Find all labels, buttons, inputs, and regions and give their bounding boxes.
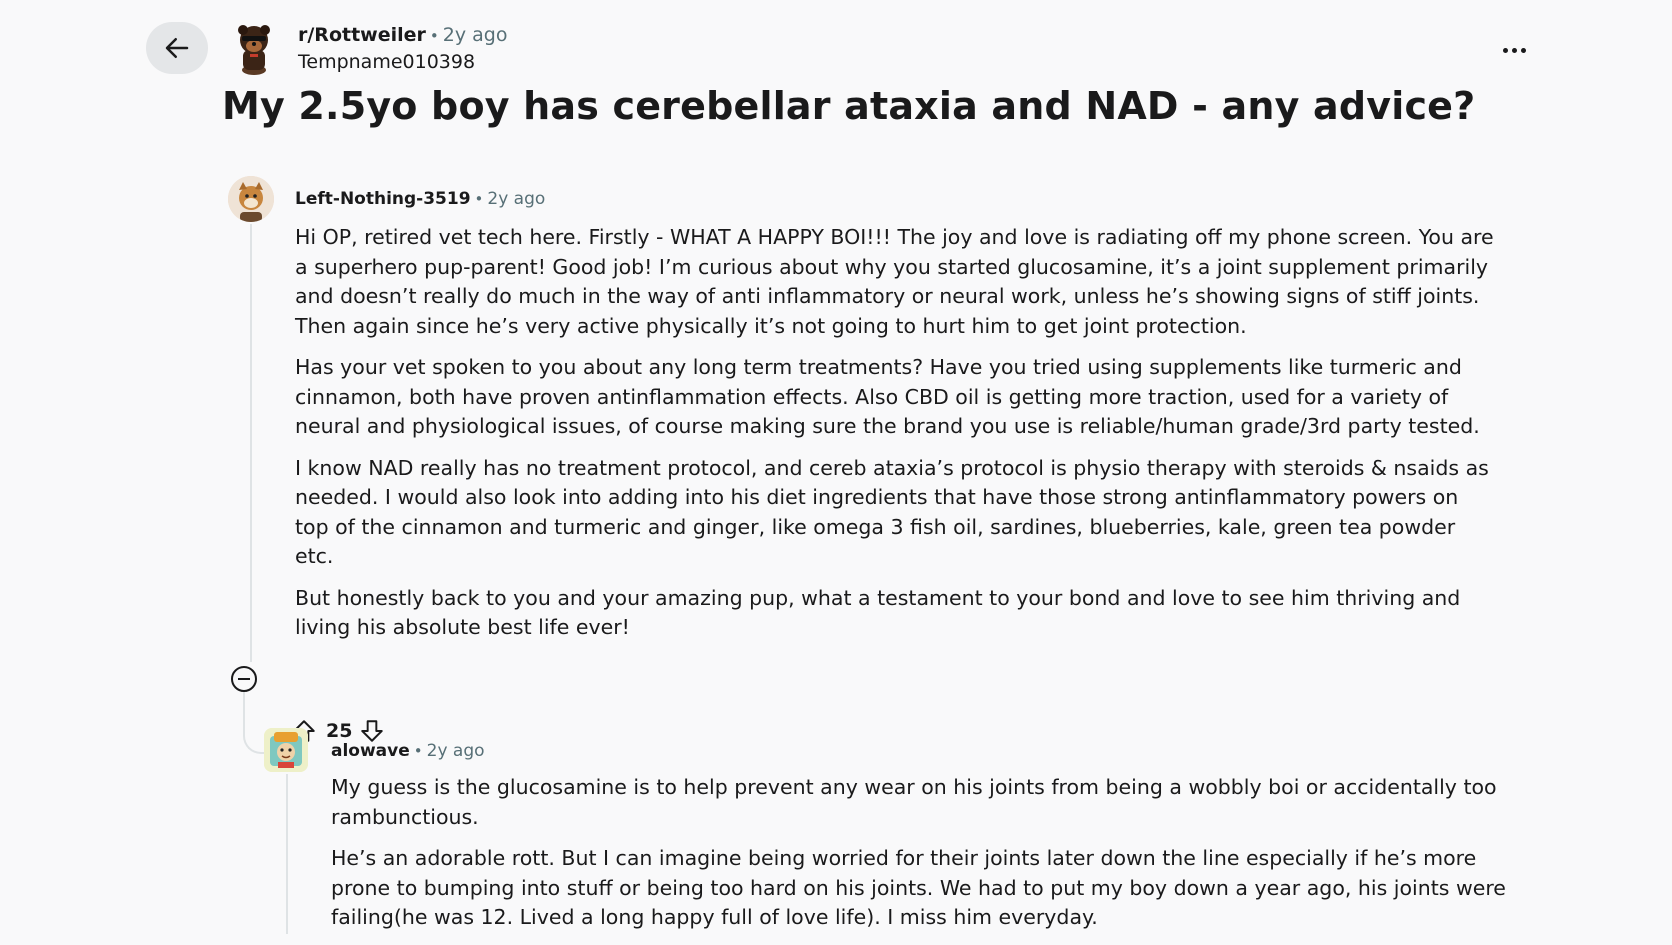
comment-avatar[interactable] [264,728,308,772]
meta-separator: • [474,190,484,208]
comment-paragraph: I know NAD really has no treatment protocol, and cereb ataxia’s protocol is physio therapy with steroids & nsaids as needed. I would also look into adding into his diet ingredients that have those strong antinflammatory powers on top of the cinnamon and turmeric and ginger, like omega 3 fish oil, sardines, blueberries, kale, green tea powder etc. [295,455,1489,568]
more-horizontal-icon [1503,48,1508,53]
comment-paragraph: My guess is the glucosamine is to help prevent any wear on his joints from being a wobbly boi or accidentally too rambunctious. [331,775,1497,829]
comment-author[interactable]: alowave [331,741,410,761]
more-options-button[interactable] [1496,32,1532,68]
post-time: 2y ago [442,24,508,46]
op-username[interactable]: Tempname010398 [298,51,476,73]
arrow-left-icon [162,33,192,63]
comment-time: 2y ago [426,741,485,761]
subreddit-link[interactable]: r/Rottweiler [298,24,426,46]
comment-paragraph: But honestly back to you and your amazing pup, what a testament to your bond and love to see him thriving and living his absolute best life ever! [295,585,1461,639]
comment-time: 2y ago [487,189,546,209]
meta-separator: • [413,742,423,760]
post-meta [298,22,507,75]
comment-header [331,740,485,762]
vote-score: 25 [326,720,353,742]
comment-author[interactable]: Left-Nothing-3519 [295,189,471,209]
subreddit-avatar[interactable] [228,20,280,76]
comment-body [295,223,1495,655]
comment-paragraph: Has your vet spoken to you about any long term treatments? Have you tried using supplements like turmeric and cinnamon, both have proven antinflammation effects. Also CBD oil is getting more traction, used for a variety of neural and physiological issues, of course making sure the brand you use is reliable/human grade/3rd party tested. [295,355,1480,438]
thread-line[interactable] [250,224,252,662]
comment-paragraph: Hi OP, retired vet tech here. Firstly - WHAT A HAPPY BOI!!! The joy and love is radiating off my phone screen. You are a superhero pup-parent! Good job! I’m curious about why you started glucosamine, it’s a joint supplement primarily and doesn’t really do much in the way of anti inflammatory or neural work, unless he’s showing signs of stiff joints. Then again since he’s very active physically it’s not going to hurt him to get joint protection. [295,225,1494,338]
thread-line[interactable] [286,774,288,934]
post-title: My 2.5yo boy has cerebellar ataxia and NAD - any advice? [222,84,1476,128]
comment-paragraph: He’s an adorable rott. But I can imagine being worried for their joints later down the line especially if he’s more prone to bumping into stuff or being too hard on his joints. We had to put my boy down a year ago, his joints were failing(he was 12. Lived a long happy full of love life). I miss him everyday. [331,846,1506,929]
comment-body [331,773,1521,945]
comment-avatar[interactable] [228,176,274,222]
collapse-minus-icon [238,678,250,680]
collapse-thread-button[interactable] [231,666,257,692]
back-button[interactable] [146,22,208,74]
comment-header [295,188,545,210]
meta-separator: • [429,27,439,45]
